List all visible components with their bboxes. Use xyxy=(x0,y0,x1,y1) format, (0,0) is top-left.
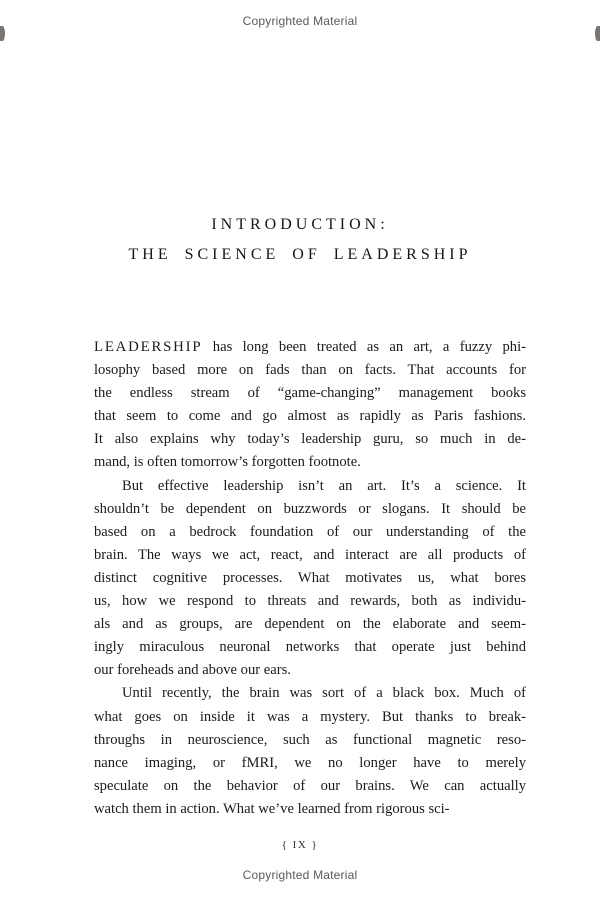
body-line: Until recently, the brain was sort of a black box. Much of xyxy=(122,685,526,702)
body-line: throughs in neuroscience, such as functional magnetic reso- xyxy=(94,731,526,748)
body-line: nance imaging, or fMRI, we no longer have to merely xyxy=(94,754,526,771)
body-line: It also explains why today’s leadership guru, so much in de- xyxy=(94,431,526,448)
page-number: { IX } xyxy=(281,839,319,851)
body-line: brain. The ways we act, react, and interact are all products of xyxy=(94,546,526,563)
body-line: our foreheads and above our ears. xyxy=(94,662,291,679)
body-line: what goes on inside it was a mystery. But thanks to break- xyxy=(94,708,526,725)
chapter-title-line1: INTRODUCTION: xyxy=(211,216,389,233)
body-line: the endless stream of “game-changing” management books xyxy=(94,385,526,402)
body-line: us, how we respond to threats and rewards, both as individu- xyxy=(94,593,526,610)
body-line: losophy based more on fads than on facts. That accounts for xyxy=(94,362,526,379)
body-line: LEADERSHIP has long been treated as an art, a fuzzy phi- xyxy=(94,339,526,355)
body-line: But effective leadership isn’t an art. It’s a science. It xyxy=(122,477,526,494)
body-line: ingly miraculous neuronal networks that operate just behind xyxy=(94,639,526,656)
body-line: als and as groups, are dependent on the elaborate and seem- xyxy=(94,616,526,633)
body-line: speculate on the behavior of our brains. We can actually xyxy=(94,777,526,794)
paragraph xyxy=(94,336,526,475)
paragraph xyxy=(94,475,526,683)
body-line: distinct cognitive processes. What motivates us, what bores xyxy=(94,569,526,586)
scan-artifact-left xyxy=(0,26,5,41)
copyright-notice-bottom: Copyrighted Material xyxy=(242,868,358,882)
opening-word: LEADERSHIP xyxy=(94,339,203,355)
scan-artifact-right xyxy=(595,26,600,41)
body-line: mand, is often tomorrow’s forgotten footnote. xyxy=(94,454,361,471)
paragraph xyxy=(94,682,526,821)
body-line: shouldn’t be dependent on buzzwords or slogans. It should be xyxy=(94,500,526,517)
body-line: that seem to come and go almost as rapidly as Paris fashions. xyxy=(94,408,526,425)
body-line: based on a bedrock foundation of our understanding of the xyxy=(94,523,526,540)
body-line: watch them in action. What we’ve learned from rigorous sci- xyxy=(94,800,450,817)
body-text xyxy=(94,336,526,821)
chapter-title-line2: THE SCIENCE OF LEADERSHIP xyxy=(128,246,472,263)
copyright-notice-top: Copyrighted Material xyxy=(242,14,358,28)
chapter-title xyxy=(0,210,600,270)
